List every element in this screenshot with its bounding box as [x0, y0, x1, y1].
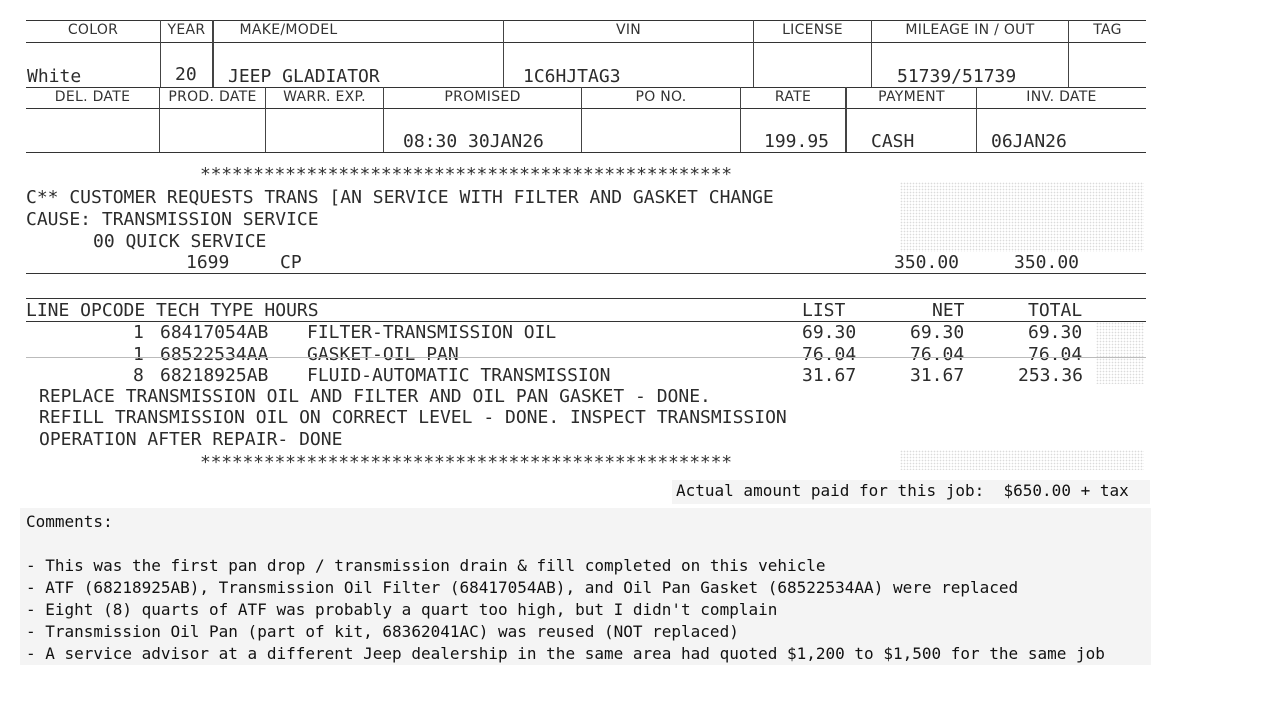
stars-top: **************************************************	[200, 164, 732, 185]
comments-title: Comments:	[26, 512, 113, 531]
stars-bottom: **************************************************	[200, 452, 732, 473]
comment-line: - This was the first pan drop / transmission drain & fill completed on this vehicle	[26, 556, 826, 575]
job-service: 00 QUICK SERVICE	[93, 231, 267, 252]
job-cause: CAUSE: TRANSMISSION SERVICE	[26, 209, 319, 230]
license-label: LICENSE	[782, 22, 843, 38]
make-model-label: MAKE/MODEL	[239, 22, 338, 38]
part-net: 31.67	[910, 365, 965, 386]
mileage-label: MILEAGE IN / OUT	[905, 22, 1035, 38]
scan-artifact-rule	[26, 357, 1146, 358]
job-type: CP	[280, 252, 302, 273]
promised-value: 08:30 30JAN26	[403, 131, 544, 152]
part-list: 69.30	[802, 322, 857, 343]
part-net: 69.30	[910, 322, 965, 343]
promised-cell	[383, 87, 581, 152]
comment-line: - A service advisor at a different Jeep dealership in the same area had quoted $1,200 to $1,500 for the same job	[26, 644, 1105, 663]
part-qty: 1	[133, 344, 144, 365]
make-model-value: JEEP GLADIATOR	[228, 66, 380, 87]
tech-note: REFILL TRANSMISSION OIL ON CORRECT LEVEL - DONE. INSPECT TRANSMISSION	[39, 407, 787, 428]
po-no-label: PO NO.	[635, 89, 687, 105]
job-request: C** CUSTOMER REQUESTS TRANS [AN SERVICE WITH FILTER AND GASKET CHANGE	[26, 187, 774, 208]
warr-exp-cell	[265, 87, 383, 152]
mileage-cell	[871, 20, 1068, 88]
part-desc: FLUID-AUTOMATIC TRANSMISSION	[307, 365, 611, 386]
parts-header-net: NET	[932, 300, 965, 321]
inv-date-label: INV. DATE	[1026, 89, 1097, 105]
rate-value: 199.95	[764, 131, 830, 152]
job-opcode: 1699	[186, 252, 230, 273]
license-cell	[753, 20, 871, 88]
color-value: White	[27, 66, 82, 87]
vin-value: 1C6HJTAG3	[523, 66, 621, 87]
job-list-total: 350.00	[894, 252, 960, 273]
po-no-cell	[581, 87, 740, 152]
color-label: COLOR	[67, 22, 119, 38]
year-value: 20	[175, 64, 197, 85]
parts-header-left: LINE OPCODE TECH TYPE HOURS	[26, 300, 319, 321]
promised-label: PROMISED	[444, 89, 521, 105]
comments-spacer	[26, 533, 1151, 555]
comments-box	[20, 508, 1151, 665]
part-number: 68522534AA	[160, 344, 269, 365]
part-list: 76.04	[802, 344, 857, 365]
vin-cell	[503, 20, 753, 88]
year-label: YEAR	[167, 22, 206, 38]
header-bottom-rule	[26, 152, 1146, 153]
part-net: 76.04	[910, 344, 965, 365]
part-total: 253.36	[1018, 365, 1084, 386]
scan-noise-parts	[1096, 322, 1144, 384]
part-total: 76.04	[1028, 344, 1083, 365]
warr-exp-label: WARR. EXP.	[283, 89, 366, 105]
inv-date-value: 06JAN26	[991, 131, 1067, 152]
del-date-label: DEL. DATE	[54, 89, 131, 105]
parts-top-rule	[26, 298, 1146, 299]
tag-label: TAG	[1093, 22, 1122, 38]
scan-noise-notes	[900, 450, 1144, 470]
inv-date-cell	[976, 87, 1146, 152]
job-bottom-rule	[26, 273, 1146, 274]
part-list: 31.67	[802, 365, 857, 386]
comment-line: - Transmission Oil Pan (part of kit, 68362041AC) was reused (NOT replaced)	[26, 622, 739, 641]
vin-label: VIN	[615, 22, 642, 38]
tech-note: OPERATION AFTER REPAIR- DONE	[39, 429, 343, 450]
payment-label: PAYMENT	[878, 89, 945, 105]
parts-header-list: LIST	[802, 300, 846, 321]
parts-header-total: TOTAL	[1028, 300, 1083, 321]
prod-date-label: PROD. DATE	[168, 89, 257, 105]
comment-line: - Eight (8) quarts of ATF was probably a quart too high, but I didn't complain	[26, 600, 778, 619]
part-desc: FILTER-TRANSMISSION OIL	[307, 322, 557, 343]
mileage-value: 51739/51739	[897, 66, 1017, 87]
header-row-1	[26, 20, 1146, 88]
tech-note: REPLACE TRANSMISSION OIL AND FILTER AND OIL PAN GASKET - DONE.	[39, 386, 711, 407]
part-desc: GASKET-OIL PAN	[307, 344, 459, 365]
payment-value: CASH	[871, 131, 915, 152]
comment-line: - ATF (68218925AB), Transmission Oil Filter (68417054AB), and Oil Pan Gasket (68522534AA) were replaced	[26, 578, 1019, 597]
del-date-cell	[26, 87, 159, 152]
rate-label: RATE	[774, 89, 812, 105]
part-number: 68417054AB	[160, 322, 269, 343]
prod-date-cell	[159, 87, 265, 152]
payment-cell	[845, 87, 976, 152]
part-qty: 1	[133, 322, 144, 343]
make-model-cell	[212, 20, 503, 88]
tag-cell	[1068, 20, 1146, 88]
header-row-2	[26, 87, 1146, 152]
job-net-total: 350.00	[1014, 252, 1080, 273]
scan-noise-job	[900, 182, 1144, 252]
part-number: 68218925AB	[160, 365, 269, 386]
part-total: 69.30	[1028, 322, 1083, 343]
part-qty: 8	[133, 365, 144, 386]
rate-cell	[740, 87, 845, 152]
amount-paid: Actual amount paid for this job: $650.00 + tax	[672, 480, 1150, 504]
